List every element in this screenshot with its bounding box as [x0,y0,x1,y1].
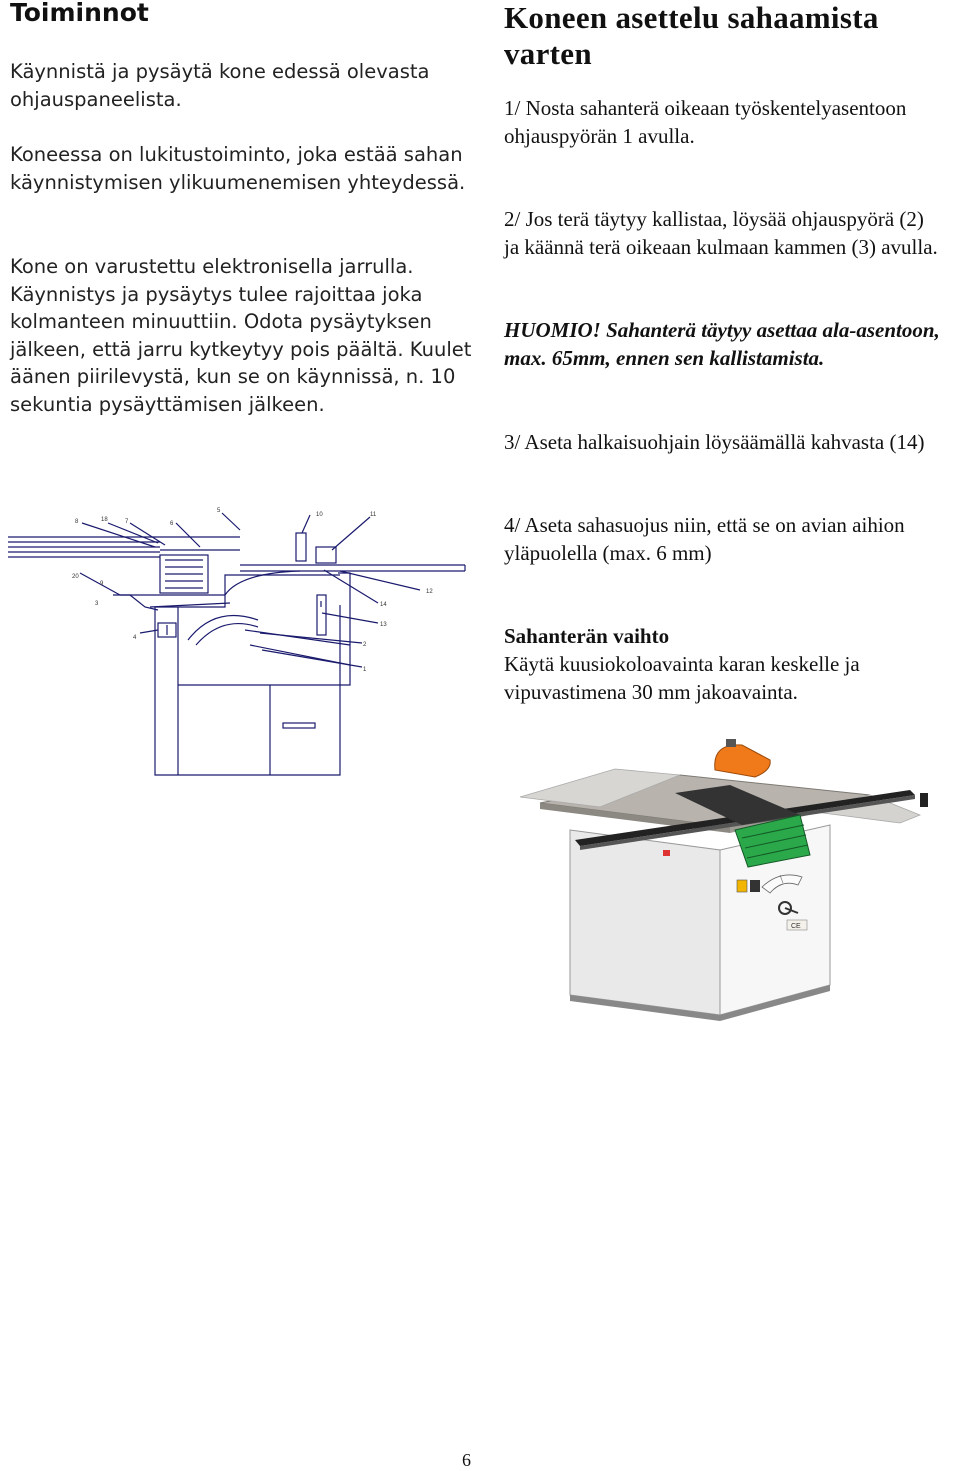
saw-technical-diagram [0,495,470,795]
callout-label: 2 [363,642,367,648]
callout-label: 4 [133,635,137,641]
blade-change-text: Käytä kuusiokoloavainta karan keskelle ja vipuvastimena 30 mm jakoavainta. [504,652,860,704]
section-title-setup: Koneen asettelu sahaamista varten [504,0,879,71]
step-2-text: 2/ Jos terä täytyy kallistaa, löysää ohjauspyörä (2) ja käännä terä oikeaan kulmaan kammen (3) avulla. [504,207,938,259]
ce-mark-label: CE [791,923,801,930]
callout-label: 5 [217,508,221,514]
warning-block [504,316,944,372]
callout-label: 7 [125,519,129,525]
step-4 [504,511,944,567]
callout-label: 1 [363,667,367,673]
operation-paragraph-3: Kone on varustettu elektronisella jarrulla. Käynnistys ja pysäytys tulee rajoittaa joka kolmanteen minuuttiin. Odota pysäytyksen jälkeen, että jarru kytkeytyy pois päältä. Kuulet äänen piirilevystä, kun se on käynnissä, n. 10 sekuntia pysäyttämisen jälkeen. [10,255,472,416]
callout-label: 12 [426,589,433,595]
callout-label: 20 [72,574,79,580]
step-4-text: 4/ Aseta sahasuojus niin, että se on avian aihion yläpuolella (max. 6 mm) [504,513,905,565]
text-block-1 [10,58,480,113]
text-block-2 [10,141,480,196]
callout-label: 11 [370,512,377,518]
callout-label: 13 [380,622,387,628]
step-1-text: 1/ Nosta sahanterä oikeaan työskentelyasentoon ohjauspyörän 1 avulla. [504,96,907,148]
saw-product-photo [480,715,950,1025]
step-3 [504,428,944,456]
warning-text: HUOMIO! Sahanterä täytyy asettaa ala-asentoon, max. 65mm, ennen sen kallistamista. [504,318,940,370]
blade-change-heading: Sahanterän vaihto [504,624,670,648]
callout-label: 8 [75,519,79,525]
callout-label: 10 [316,512,323,518]
step-2 [504,205,944,261]
step-1 [504,94,944,150]
callout-label: 3 [95,601,99,607]
blade-change-section [504,622,944,706]
left-column [10,0,480,416]
right-column [504,0,944,704]
blade-change-paragraph [504,622,944,706]
operation-paragraph-1: Käynnistä ja pysäytä kone edessä olevasta ohjauspaneelista. [10,60,430,111]
page-number: 6 [462,1450,471,1470]
step-3-text: 3/ Aseta halkaisuohjain löysäämällä kahvasta (14) [504,430,925,454]
diagram-callouts [72,508,433,673]
callout-label: 9 [100,581,104,587]
callout-label: 6 [170,521,174,527]
section-title-toiminnot: Toiminnot [10,0,149,27]
text-block-3 [10,253,480,418]
callout-label: 18 [101,517,108,523]
operation-paragraph-2: Koneessa on lukitustoiminto, joka estää sahan käynnistymisen ylikuumenemisen yhteydessä. [10,143,466,194]
callout-label: 14 [380,602,387,608]
